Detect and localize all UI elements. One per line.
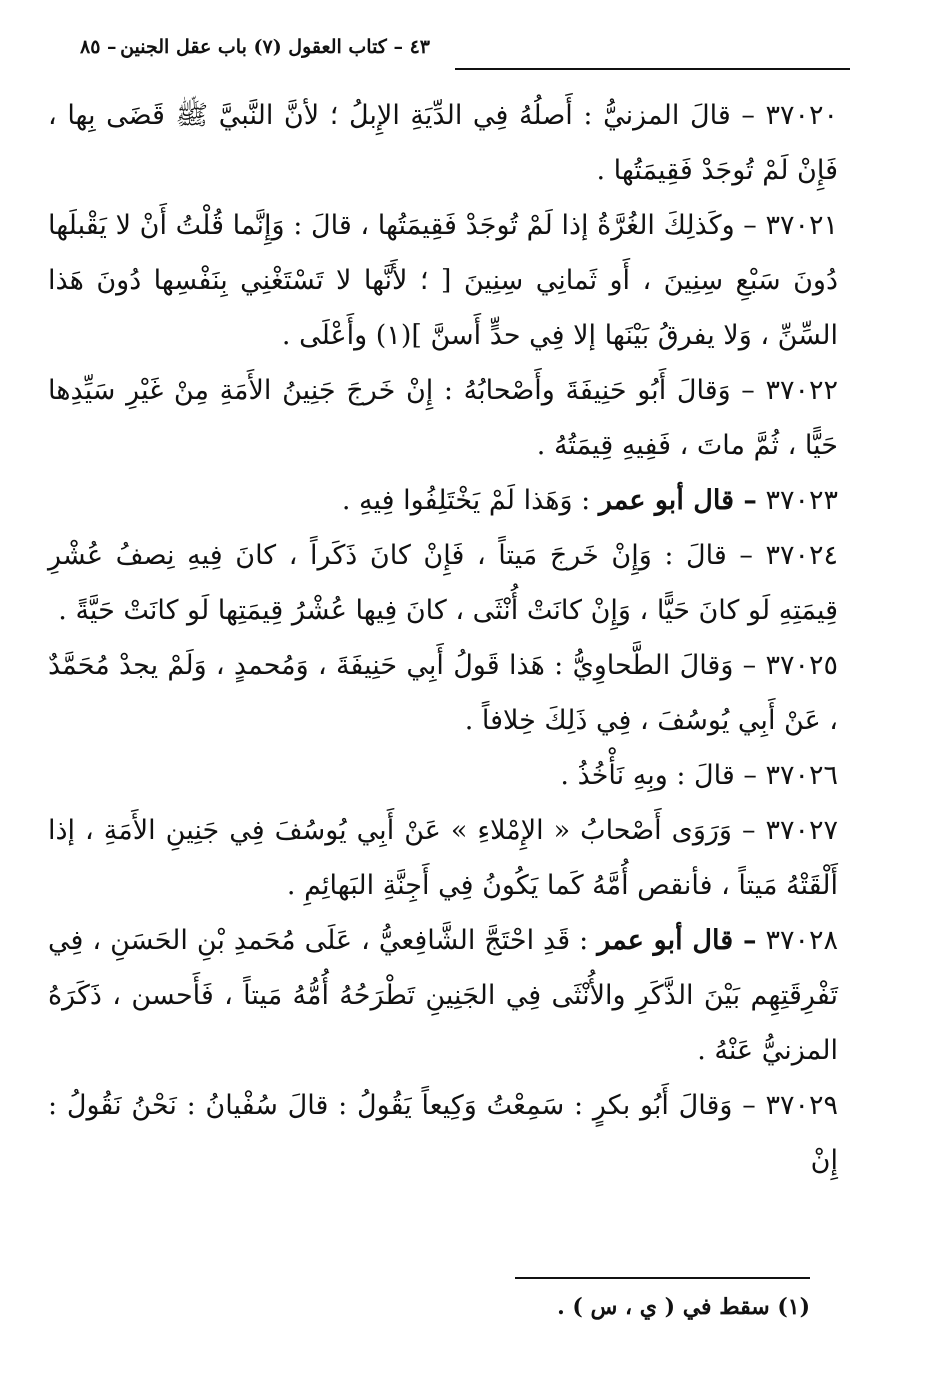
paragraph-number: ٣٧٠٢٦ <box>765 760 838 791</box>
paragraph-37024 <box>48 528 838 638</box>
paragraph-37023 <box>48 473 838 528</box>
paragraph-text: – قالَ : وَإِنْ خَرجَ مَيتاً ، فَإِنْ كانَ ذَكَراً ، كانَ فِيهِ نِصفُ عُشْرِ قِيمَتِهِ لَو كانَ حَيًّا ، وَإِنْ كانَتْ أُنْثَى ، كانَ فِيها عُشْرُ قِيمَتِها لَو كانَتْ حَيَّةً . <box>48 540 838 626</box>
paragraph-text: – قالَ : وبِهِ نَأْخُذُ . <box>560 760 757 791</box>
paragraph-37027 <box>48 803 838 913</box>
main-text <box>48 88 838 1188</box>
paragraph-37025 <box>48 638 838 748</box>
paragraph-text: : قَدِ احْتَجَّ الشَّافِعيُّ ، عَلَى مُحَمدِ بْنِ الحَسَنِ ، فِي تَفْرِقَتِهِم بَيْنَ الذَّكَرِ والأُنْثَى فِي الجَنِينِ تَطْرَحُهُ أُمُّهُ مَيتاً ، فَأَحسن ، ذَكَرَهُ المزنيُّ عَنْهُ . <box>48 925 838 1066</box>
paragraph-text: – وَقالَ الطَّحاوِيُّ : هَذا قَولُ أَبِي حَنِيفَةَ ، وَمُحمدٍ ، وَلَمْ يجدْ مُحَمَّدٌ ، عَنْ أَبِي يُوسُفَ ، فِي ذَلِكَ خِلافاً . <box>48 650 838 736</box>
paragraph-number: ٣٧٠٢٠ <box>765 100 838 131</box>
paragraph-number: ٣٧٠٢٩ <box>765 1090 838 1121</box>
paragraph-text: – وَرَوَى أَصْحابُ « الإِمْلاءِ » عَنْ أَبِي يُوسُفَ فِي جَنِينِ الأَمَةِ ، إذا أَلْقَتْهُ مَيتاً ، فأنقص أُمَّهُ كَما يَكُونُ فِي أَجِنَّةِ البَهائِمِ . <box>48 815 838 901</box>
paragraph-37028 <box>48 913 838 1078</box>
paragraph-text: – وَقالَ أَبُو حَنِيفَةَ وأَصْحابُهُ : إِنْ خَرجَ جَنِينُ الأَمَةِ مِنْ غَيْرِ سَيِّدِها حَيًّا ، ثُمَّ ماتَ ، فَفِيهِ قِيمَتُهُ . <box>48 375 838 461</box>
paragraph-37026 <box>48 748 838 803</box>
paragraph-number: ٣٧٠٢١ <box>765 210 838 241</box>
paragraph-number: ٣٧٠٢٨ <box>765 925 838 956</box>
paragraph-text: – وكَذلِكَ الغُرَّةُ إذا لَمْ تُوجَدْ فَقِيمَتُها ، قالَ : وَإِنَّما قُلْتُ أَنْ لا يَقْبلَها دُونَ سَبْعِ سِنِينَ ، أَو ثَمانِي سِنِينَ [ ؛ لأَنَّها لا تَسْتَغْنِي بِنَفْسِها دُونَ هَذا السِّنِّ ، وَلا يفرقُ بَيْنَها إلا فِي حدٍّ أَسنَّ ](١) وأَعْلَى . <box>48 210 838 351</box>
paragraph-number: ٣٧٠٢٥ <box>765 650 838 681</box>
paragraph-37029 <box>48 1078 838 1188</box>
paragraph-37022 <box>48 363 838 473</box>
paragraph-lead: – قال أبو عمر <box>598 485 757 516</box>
header-rule <box>455 68 850 70</box>
footnote: (١) سقط في ( ي ، س ) . <box>557 1294 810 1320</box>
paragraph-text: – قالَ المزنيُّ : أَصلُهُ فِي الدِّيَةِ الإِبلُ ؛ لأنَّ النَّبيَّ ﷺ قَضَى بِها ، فَإِنْ لَمْ تُوجَدْ فَقِيمَتُها . <box>48 100 838 186</box>
paragraph-37020 <box>48 88 838 198</box>
paragraph-text: : وَهَذا لَمْ يَخْتَلِفُوا فِيهِ . <box>341 485 591 516</box>
paragraph-text: – وَقالَ أَبُو بكرٍ : سَمِعْتُ وَكِيعاً يَقُولُ : قالَ سُفْيانُ : نَحْنُ نَقُولُ : إِنْ <box>48 1090 838 1176</box>
page-number: – ٨٥ <box>80 36 117 58</box>
paragraph-number: ٣٧٠٢٣ <box>765 485 838 516</box>
paragraph-number: ٣٧٠٢٤ <box>765 540 838 571</box>
footnote-rule <box>515 1277 810 1279</box>
paragraph-37021 <box>48 198 838 363</box>
page-header <box>50 30 850 80</box>
paragraph-lead: – قال أبو عمر <box>597 925 757 956</box>
paragraph-number: ٣٧٠٢٢ <box>765 375 838 406</box>
running-title: ٤٣ – كتاب العقول (٧) باب عقل الجنين <box>120 36 430 58</box>
paragraph-number: ٣٧٠٢٧ <box>765 815 838 846</box>
